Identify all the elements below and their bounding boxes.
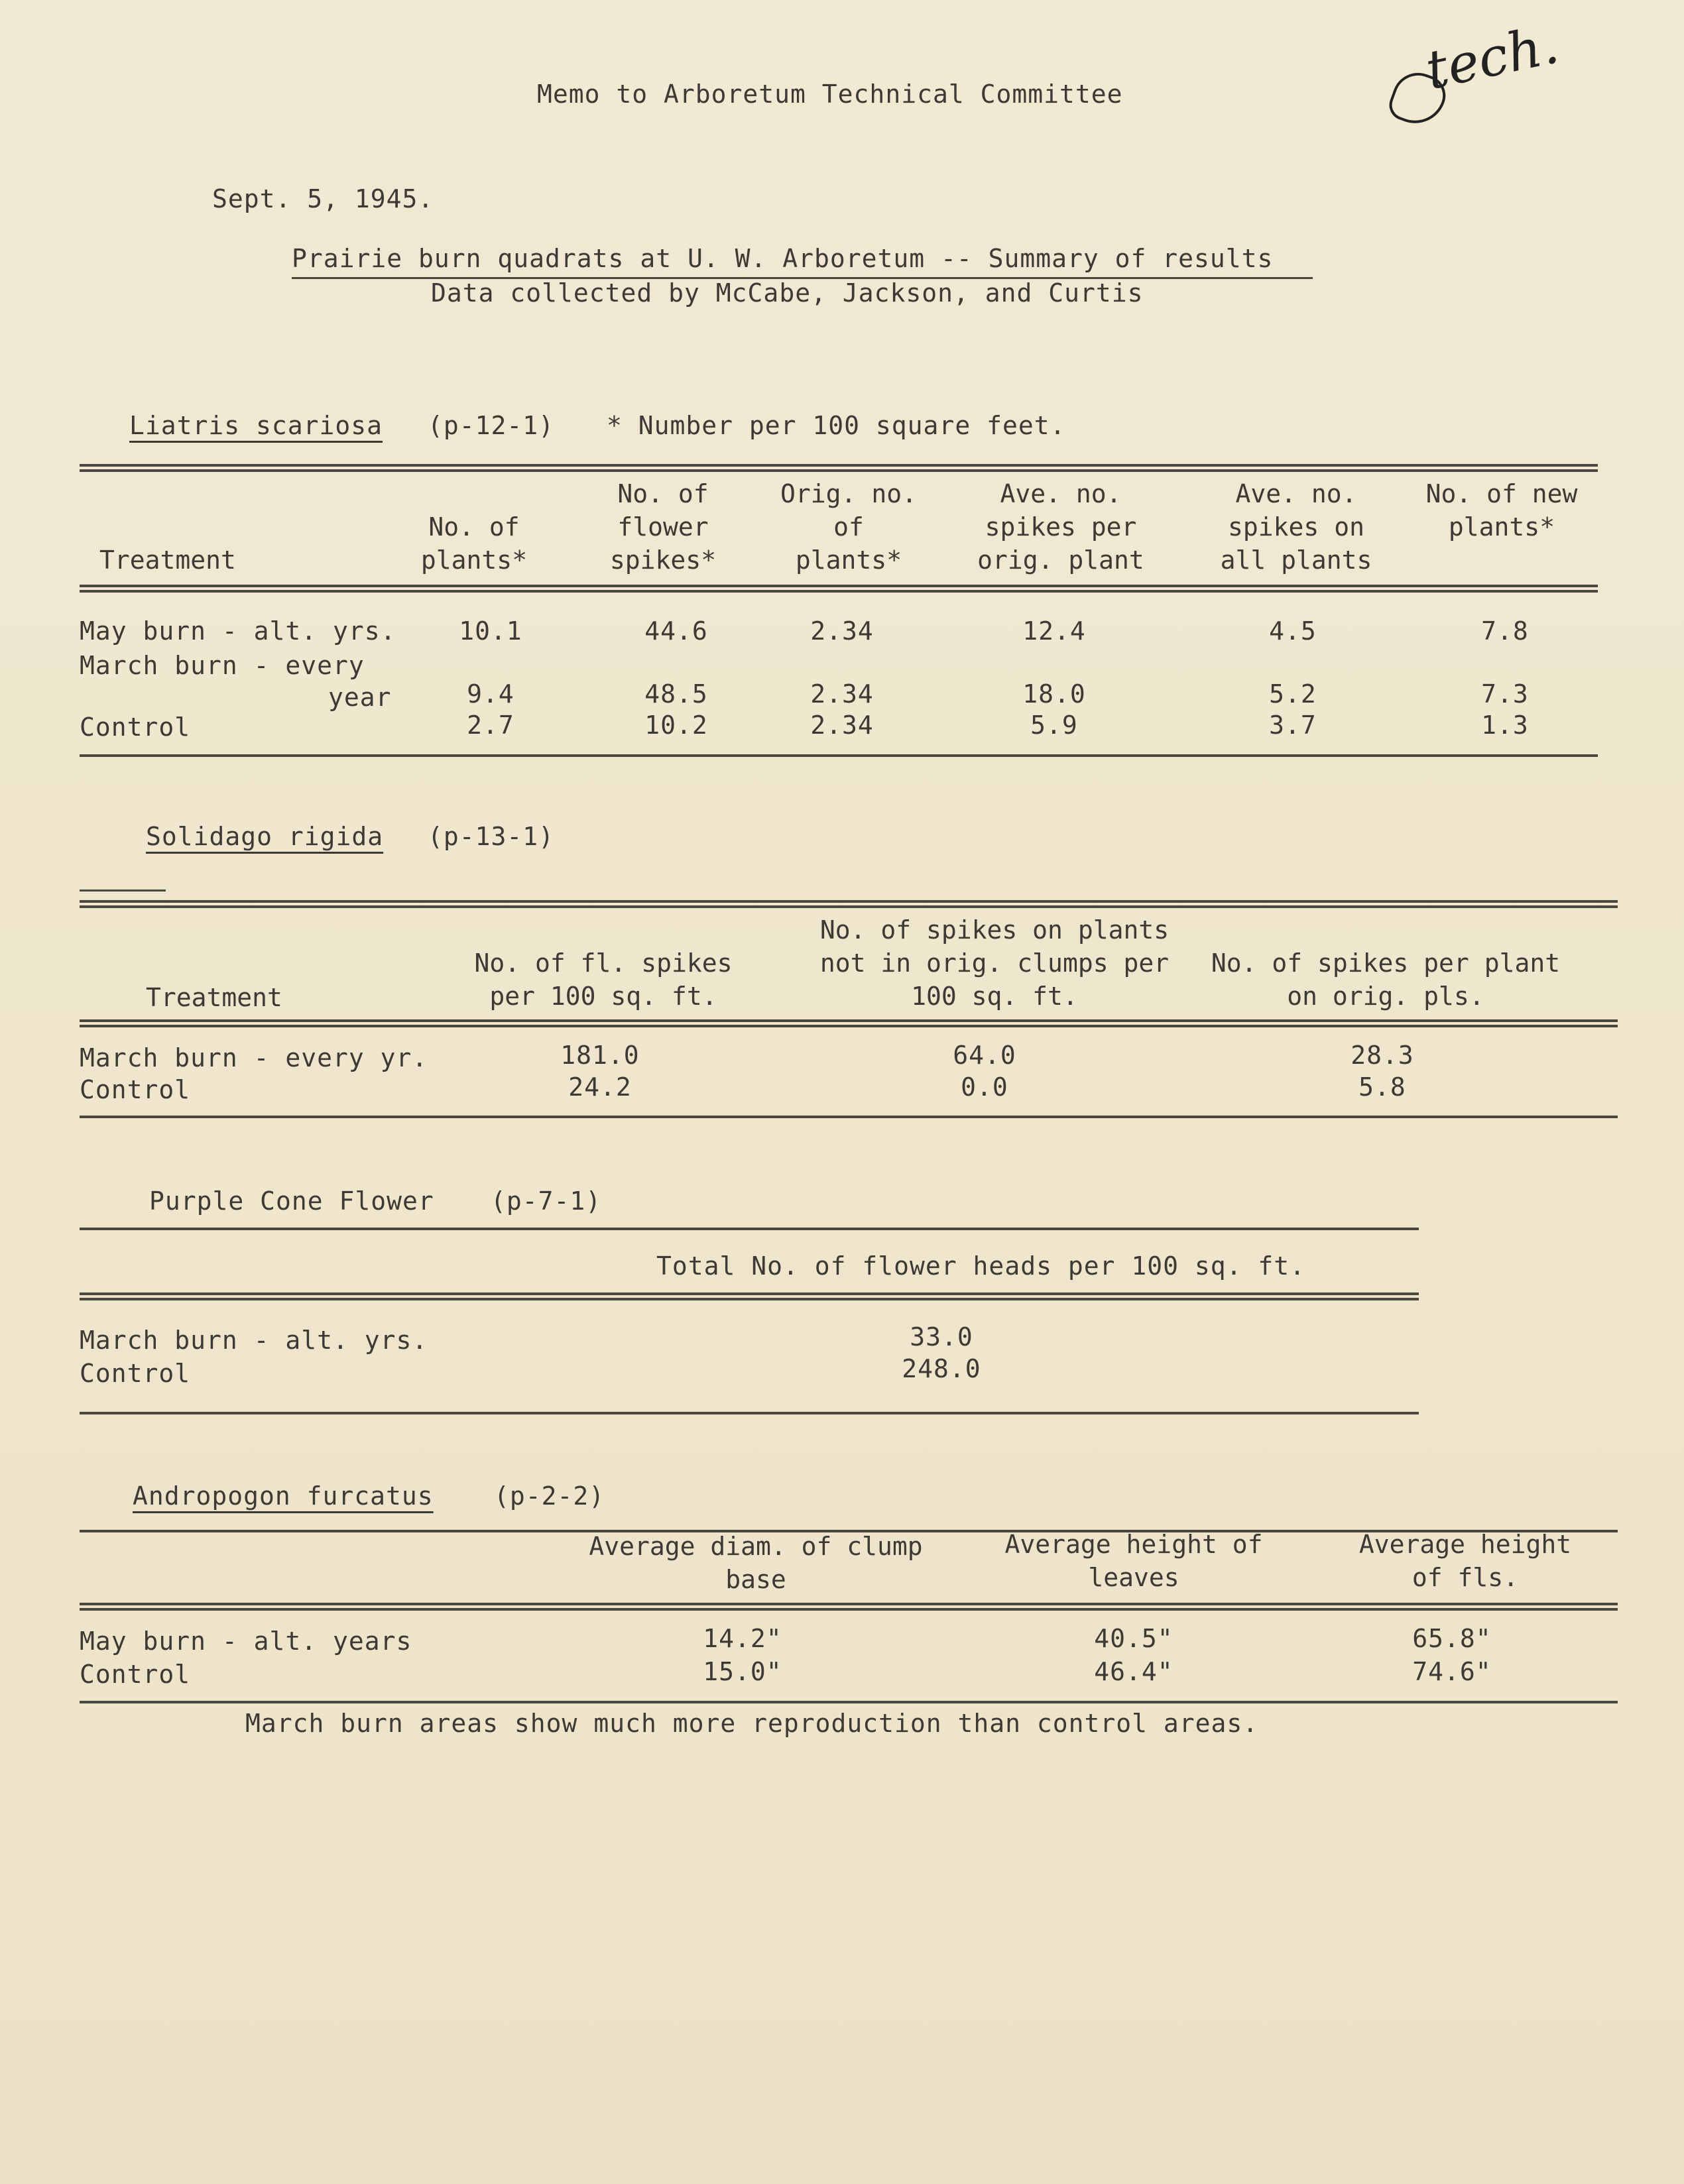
liatris-top-rule <box>80 464 1598 472</box>
liatris-row3-v5: 3.7 <box>1269 711 1317 740</box>
liatris-species: Liatris scariosa <box>129 411 383 440</box>
solidago-row2-treatment: Control <box>80 1075 191 1104</box>
purple-cone-top-rule <box>80 1228 1419 1230</box>
memo-title: Prairie burn quadrats at U. W. Arboretum -- Summary of results <box>292 244 1274 273</box>
liatris-row3-v2: 10.2 <box>644 711 708 740</box>
solidago-row1-v3: 28.3 <box>1351 1041 1414 1070</box>
andropogon-row2-v2: 46.4" <box>1094 1657 1173 1686</box>
liatris-header-rule <box>80 585 1598 593</box>
liatris-code: (p-12-1) <box>428 411 555 440</box>
purple-cone-header: Total No. of flower heads per 100 sq. ft. <box>656 1251 1305 1281</box>
andropogon-row1-v2: 40.5" <box>1094 1624 1173 1653</box>
andropogon-code: (p-2-2) <box>494 1481 605 1511</box>
memo-heading: Memo to Arboretum Technical Committee <box>537 80 1123 109</box>
liatris-row1-treatment: May burn - alt. yrs. <box>80 616 396 646</box>
liatris-row1-v3: 2.34 <box>810 616 874 646</box>
liatris-row3-v4: 5.9 <box>1030 711 1078 740</box>
liatris-col-new-plants: No. of new plants* <box>1425 479 1578 542</box>
andropogon-row1-v3: 65.8" <box>1412 1624 1492 1653</box>
solidago-row1-treatment: March burn - every yr. <box>80 1043 428 1072</box>
liatris-col-treatment: Treatment <box>99 546 236 575</box>
liatris-row1-v1: 10.1 <box>459 616 522 646</box>
andropogon-col-fls: Average height of fls. <box>1358 1530 1572 1592</box>
liatris-col-ave-all: Ave. no. spikes on all plants <box>1220 479 1372 575</box>
andropogon-row2-treatment: Control <box>80 1660 191 1689</box>
purple-cone-row2-treatment: Control <box>80 1359 191 1388</box>
purple-cone-row1-treatment: March burn - alt. yrs. <box>80 1326 428 1355</box>
solidago-row2-v3: 5.8 <box>1358 1072 1406 1102</box>
solidago-row2-v1: 24.2 <box>568 1072 632 1102</box>
liatris-row2-v2: 48.5 <box>644 679 708 709</box>
purple-cone-bottom-rule <box>80 1412 1419 1414</box>
solidago-col-treatment: Treatment <box>146 983 282 1012</box>
andropogon-note: March burn areas show much more reproduction than control areas. <box>245 1709 1259 1738</box>
andropogon-row2-v1: 15.0" <box>703 1657 782 1686</box>
liatris-row2-treatment-cont: year <box>328 683 392 712</box>
solidago-row1-v1: 181.0 <box>560 1041 640 1070</box>
purple-cone-code: (p-7-1) <box>491 1186 602 1216</box>
solidago-row2-v2: 0.0 <box>961 1072 1008 1102</box>
solidago-short-rule <box>80 890 166 891</box>
purple-cone-row2-v: 248.0 <box>902 1354 981 1383</box>
liatris-row3-v6: 1.3 <box>1481 711 1529 740</box>
memo-date: Sept. 5, 1945. <box>212 184 434 213</box>
andropogon-species: Andropogon furcatus <box>133 1481 434 1511</box>
liatris-col-ave-orig: Ave. no. spikes per orig. plant <box>977 479 1144 575</box>
purple-cone-header-rule <box>80 1293 1419 1300</box>
andropogon-col-diam: Average diam. of clump base <box>589 1532 923 1594</box>
solidago-top-rule <box>80 900 1618 908</box>
solidago-species: Solidago rigida <box>146 822 384 851</box>
solidago-col-spikes-per-plant: No. of spikes per plant on orig. pls. <box>1211 948 1561 1011</box>
liatris-row2-v1: 9.4 <box>467 679 514 709</box>
liatris-row1-v4: 12.4 <box>1022 616 1086 646</box>
andropogon-row1-treatment: May burn - alt. years <box>80 1627 412 1656</box>
liatris-col-plants: No. of plants* <box>420 512 528 575</box>
andropogon-row1-v1: 14.2" <box>703 1624 782 1653</box>
memo-subtitle: Data collected by McCabe, Jackson, and Curtis <box>431 278 1144 308</box>
purple-cone-row1-v: 33.0 <box>910 1322 973 1351</box>
andropogon-col-leaves: Average height of leaves <box>1004 1530 1263 1592</box>
solidago-col-fl-spikes: No. of fl. spikes per 100 sq. ft. <box>474 948 733 1011</box>
solidago-header-rule <box>80 1019 1618 1027</box>
liatris-bottom-rule <box>80 754 1598 757</box>
liatris-row2-v3: 2.34 <box>810 679 874 709</box>
liatris-row2-v4: 18.0 <box>1022 679 1086 709</box>
liatris-col-flower-spikes: No. of flower spikes* <box>609 479 717 575</box>
liatris-row3-v1: 2.7 <box>467 711 514 740</box>
purple-cone-species: Purple Cone Flower <box>149 1186 434 1216</box>
handwritten-note: tech. <box>1420 13 1564 101</box>
liatris-footnote: * Number per 100 square feet. <box>607 411 1066 440</box>
liatris-row1-v6: 7.8 <box>1481 616 1529 646</box>
solidago-col-spikes-not-orig: No. of spikes on plants not in orig. clumps per 100 sq. ft. <box>819 915 1170 1011</box>
andropogon-header-rule <box>80 1603 1618 1611</box>
liatris-row2-v5: 5.2 <box>1269 679 1317 709</box>
liatris-col-orig-plants: Orig. no. of plants* <box>780 479 917 575</box>
liatris-row3-v3: 2.34 <box>810 711 874 740</box>
solidago-row1-v2: 64.0 <box>953 1041 1016 1070</box>
liatris-row2-v6: 7.3 <box>1481 679 1529 709</box>
andropogon-bottom-rule <box>80 1701 1618 1703</box>
andropogon-row2-v3: 74.6" <box>1412 1657 1492 1686</box>
solidago-code: (p-13-1) <box>428 822 555 851</box>
liatris-row3-treatment: Control <box>80 713 191 742</box>
liatris-row1-v2: 44.6 <box>644 616 708 646</box>
solidago-bottom-rule <box>80 1116 1618 1118</box>
liatris-row1-v5: 4.5 <box>1269 616 1317 646</box>
liatris-row2-treatment: March burn - every <box>80 651 365 680</box>
